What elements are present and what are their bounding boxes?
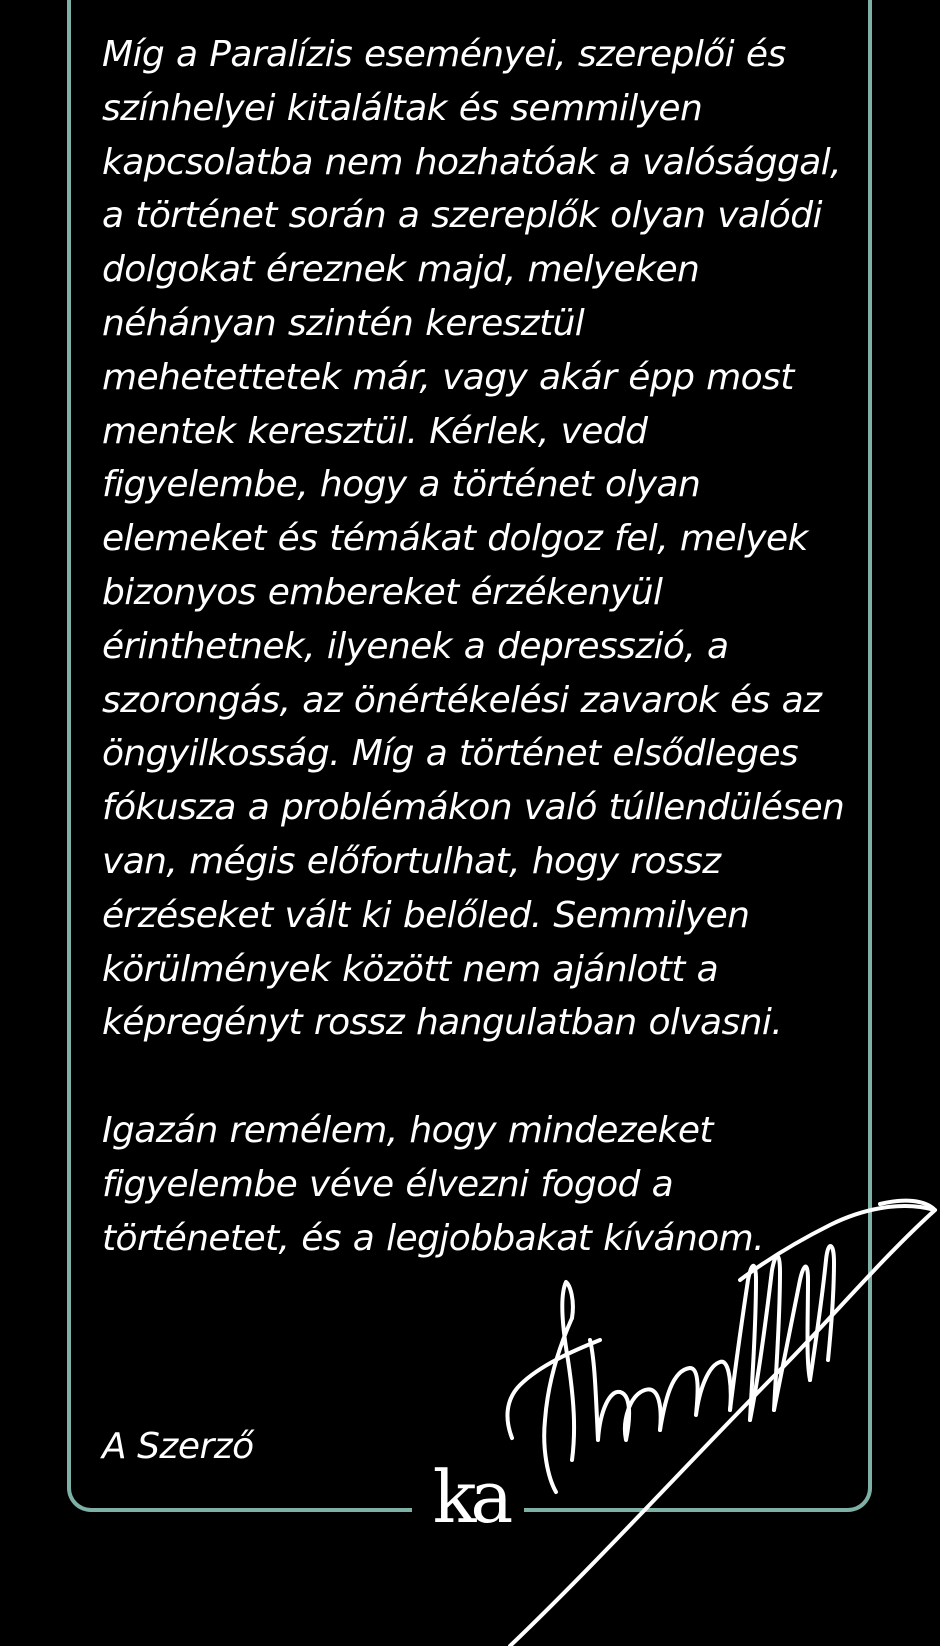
text-line: elemeket és témákat dolgoz fel, melyek (102, 518, 808, 560)
publisher-logo (420, 1456, 520, 1536)
text-line: mentek keresztül. Kérlek, vedd (102, 410, 648, 452)
author-label: A Szerző (102, 1426, 254, 1467)
text-line: van, mégis előfortulhat, hogy rossz (102, 840, 721, 882)
text-line: kapcsolatba nem hozhatóak a valósággal, (102, 141, 841, 183)
text-line: figyelembe véve élvezni fogod a (102, 1163, 674, 1205)
text-line: néhányan szintén keresztül (102, 302, 585, 344)
text-line: öngyilkosság. Míg a történet elsődleges (102, 733, 799, 775)
text-line: körülmények között nem ajánlott a (102, 948, 719, 990)
logo-text: ka (432, 1456, 508, 1536)
text-line: érinthetnek, ilyenek a depresszió, a (102, 625, 729, 667)
text-line: Míg a Paralízis eseményei, szereplői és (102, 34, 786, 75)
text-line: színhelyei kitaláltak és semmilyen (102, 87, 703, 129)
text-line: fókusza a problémákon való túllendülésen (102, 787, 845, 829)
text-line: mehetettetek már, vagy akár épp most (102, 356, 794, 398)
text-line: figyelembe, hogy a történet olyan (102, 464, 701, 506)
text-line: szorongás, az önértékelési zavarok és az (102, 679, 822, 721)
text-line: Igazán remélem, hogy mindezeket (102, 1109, 713, 1151)
text-line: képregényt rossz hangulatban olvasni. (102, 1002, 783, 1044)
content-warning-text (102, 28, 862, 1265)
text-line: a történet során a szereplők olyan valódi (102, 195, 822, 237)
text-line: bizonyos embereket érzékenyül (102, 571, 663, 613)
text-line: dolgokat éreznek majd, melyeken (102, 249, 700, 291)
text-line: történetet, és a legjobbakat kívánom. (102, 1217, 764, 1259)
text-line: érzéseket vált ki belőled. Semmilyen (102, 894, 750, 936)
paragraph-gap (102, 1050, 862, 1104)
